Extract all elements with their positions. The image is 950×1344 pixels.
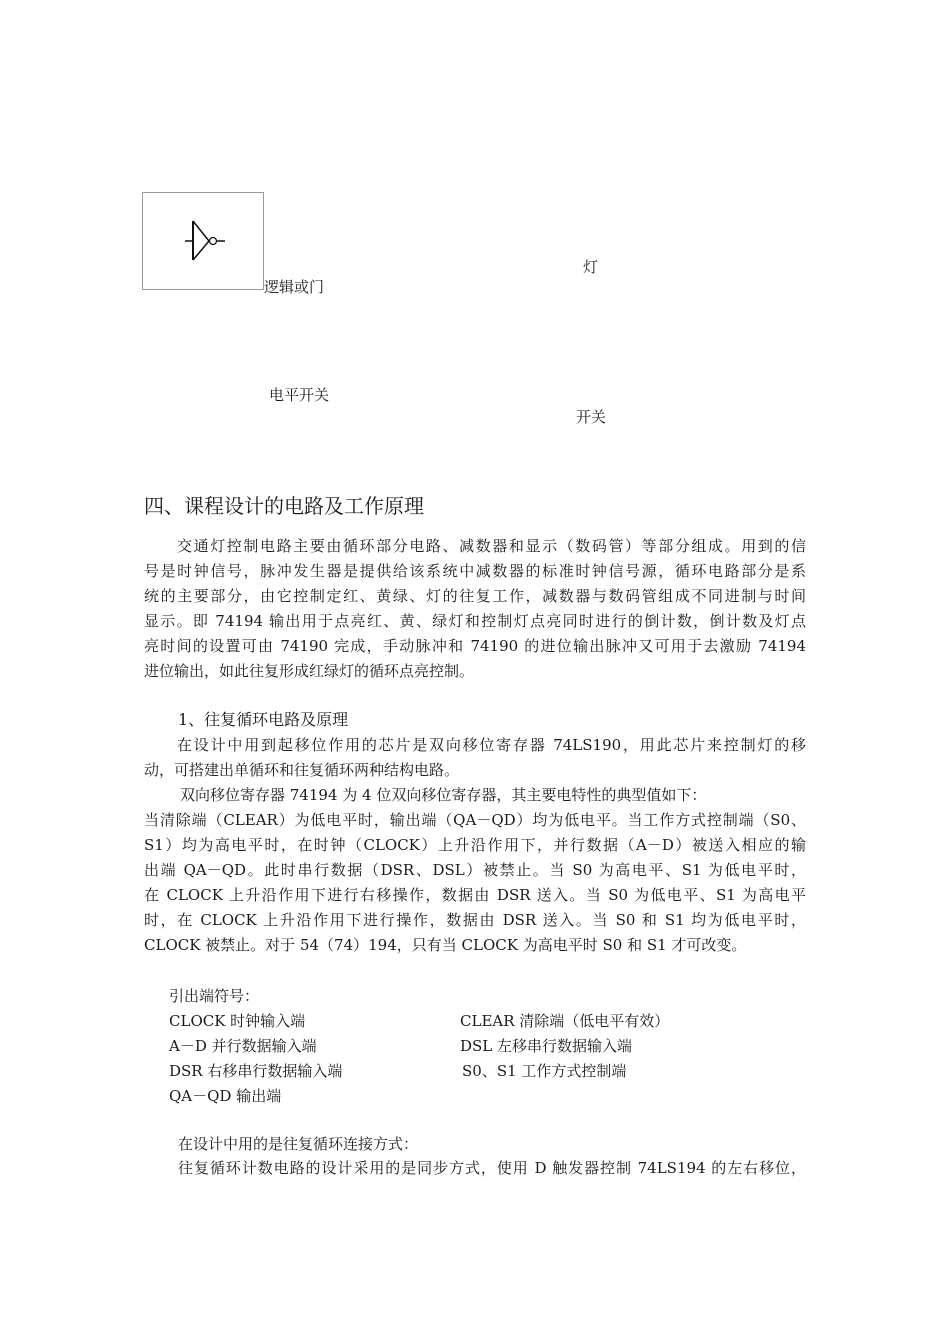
switch-label: 开关 [576,408,607,426]
register-line: 出端 QA－QD。此时串行数据（DSR、DSL）被禁止。当 S0 为高电平、S1 为低电平时， [144,861,806,879]
intro-line: 号是时钟信号，脉冲发生器是提供给该系统中减数器的标准时钟信号源，循环电路部分是系 [144,562,806,580]
register-line: 时，在 CLOCK 上升沿作用下进行操作，数据由 DSR 送入。当 S0 和 S1 均为低电平时， [144,911,806,929]
intro-line: 显示。即 74194 输出用于点亮红、黄、绿灯和控制灯点亮同时进行的倒计数，倒计数及灯点 [144,612,806,630]
pin-left: A－D 并行数据输入端 [169,1037,317,1055]
subsection-heading: 1、往复循环电路及原理 [178,710,349,729]
not-gate-icon [143,193,265,291]
intro-line: 交通灯控制电路主要由循环部分电路、减数器和显示（数码管）等部分组成。用到的信 [177,537,806,555]
logic-or-gate-label: 逻辑或门 [264,278,325,296]
closing-paragraph [178,1156,806,1181]
intro-line: 亮时间的设置可由 74190 完成，手动脉冲和 74190 的进位输出脉冲又可用于去激励 74194 [144,637,806,655]
intro-line: 进位输出，如此往复形成红绿灯的循环点亮控制。 [144,662,475,680]
pin-left: DSR 右移串行数据输入端 [169,1062,343,1080]
closing-line: 往复循环计数电路的设计采用的是同步方式，使用 D 触发器控制 74LS194 的左右移位， [178,1159,806,1177]
register-line: S1）均为高电平时，在时钟（CLOCK）上升沿作用下，并行数据（A－D）被送入相应的输 [144,836,806,854]
pin-right: S0、S1 工作方式控制端 [462,1062,627,1080]
intro-line: 统的主要部分，由它控制定红、黄绿、灯的往复工作，减数器与数码管组成不同进制与时间 [144,587,806,605]
register-line: 双向移位寄存器 74194 为 4 位双向移位寄存器，其主要电特性的典型值如下： [180,786,707,804]
register-line: 在设计中用到起移位作用的芯片是双向移位寄存器 74LS190，用此芯片来控制灯的移 [177,736,806,754]
register-paragraph [144,733,806,958]
closing-line: 在设计中用的是往复循环连接方式： [178,1135,419,1153]
intro-paragraph [144,534,806,684]
pin-right: DSL 左移串行数据输入端 [460,1037,633,1055]
lamp-label: 灯 [583,258,599,276]
logic-gate-symbol-frame [142,192,264,290]
section-heading: 四、课程设计的电路及工作原理 [144,494,424,518]
level-switch-label: 电平开关 [269,386,330,404]
pin-left: QA－QD 输出端 [169,1087,282,1105]
register-line: 动，可搭建出单循环和往复循环两种结构电路。 [144,761,460,779]
pin-right: CLEAR 清除端（低电平有效） [460,1012,670,1030]
register-line: 当清除端（CLEAR）为低电平时，输出端（QA－QD）均为低电平。当工作方式控制端（S0、 [144,811,806,829]
register-line: 在 CLOCK 上升沿作用下进行右移操作，数据由 DSR 送入。当 S0 为低电平、S1 为高电平 [144,886,806,904]
pins-title: 引出端符号： [169,987,260,1005]
pin-left: CLOCK 时钟输入端 [169,1012,306,1030]
register-line: CLOCK 被禁止。对于 54（74）194，只有当 CLOCK 为高电平时 S0 和 S1 才可改变。 [144,936,747,954]
